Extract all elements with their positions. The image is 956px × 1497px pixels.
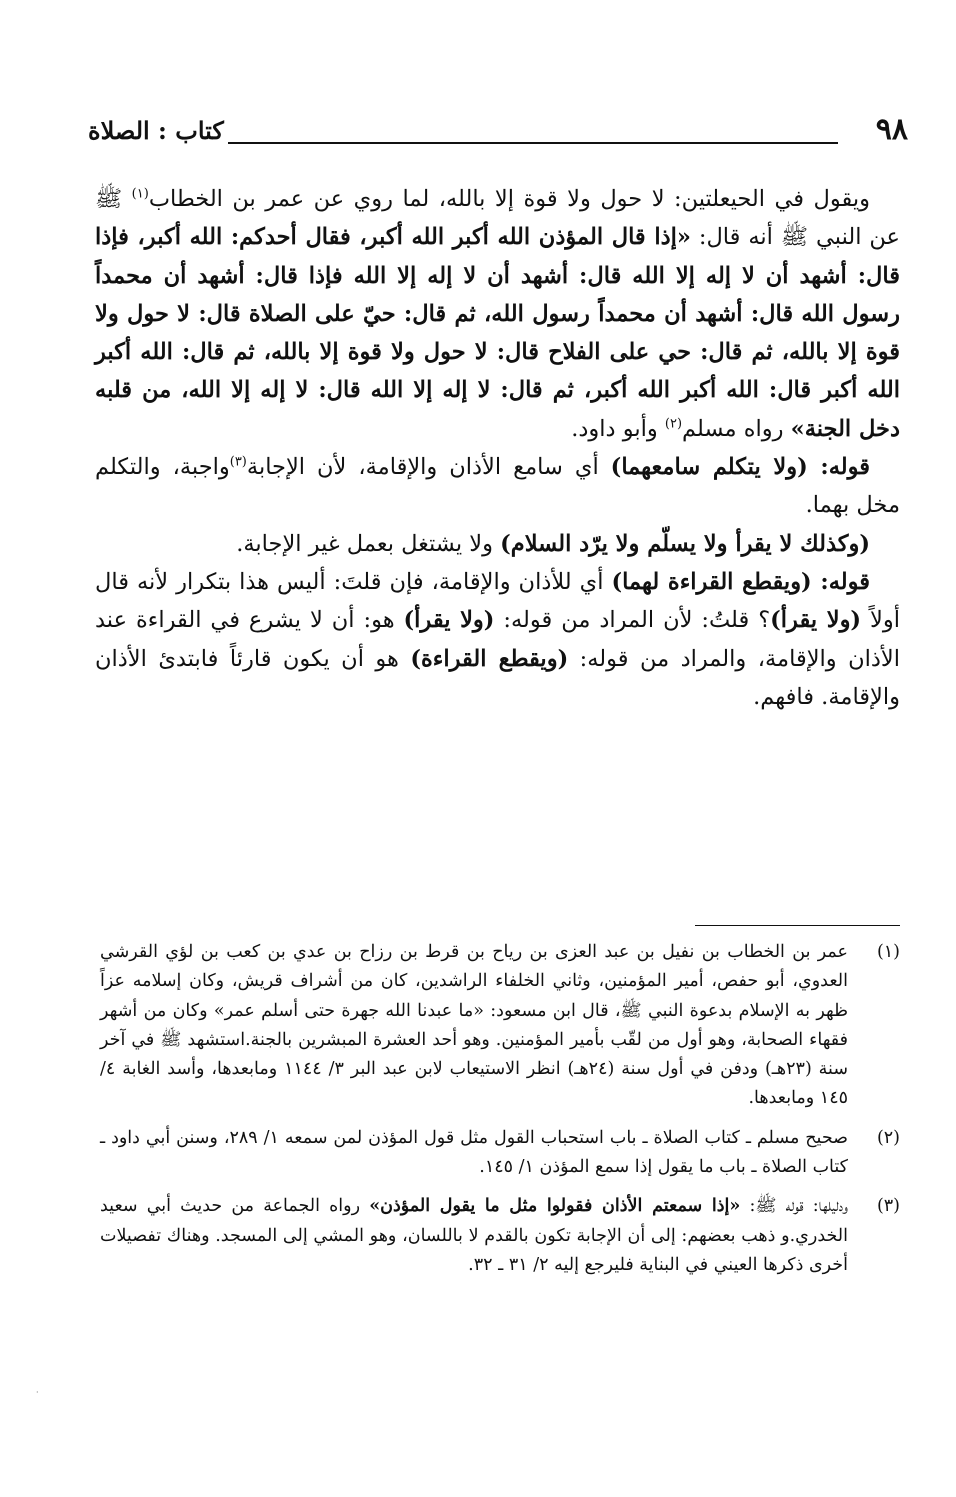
footnote-ref-2: (٢) [664,416,683,432]
text-run: رواه مسلم [682,415,791,442]
footnote-ref-1: (١) [131,186,149,202]
text-run: ﷺ عن النبي ﷺ أنه قال: [95,186,900,251]
footnote-text: صحيح مسلم ـ كتاب الصلاة ـ باب استحباب القول مثل قول المؤذن لمن سمعه ١/ ٢٨٩، وسنن أبي داود ـ كتاب الصلاة ـ باب ما يقول إذا سمع المؤذن ١/ ١٤٥. [100,1127,848,1178]
running-title: كتاب : الصلاة [88,116,224,145]
text-run: واجبة، والتكلم مخل بهما. [95,454,900,519]
footnote-1 [100,938,900,1114]
paragraph-hadith [95,180,900,448]
text-run: هو: أن لا يشرع في القراءة عند الأذان والإقامة، والمراد من قوله: [95,607,900,672]
header-rule [228,142,838,144]
paragraph-greeting [95,525,900,563]
text-run: وأبو داود. [571,415,665,442]
footnotes [100,938,900,1290]
matn-text: (ولا يقرأ) [403,607,495,634]
text-run: ؟ قلتُ: لأن المراد من قوله: [494,607,771,634]
matn-text: (وكذلك لا يقرأ ولا يسلّم ولا يرّد السلام) [500,530,870,557]
matn-text: (ولا يقرأ) [770,607,862,634]
text-run: ودليلها: قوله ﷺ: [740,1196,848,1217]
text-run: ويقول في الحيعلتين: لا حول ولا قوة إلا بالله، لما روي عن عمر بن الخطاب [148,186,870,212]
text-run: هو أن يكون قارئاً فابتدئ الأذان والإقامة. فافهم. [95,645,900,710]
matn-text: (ويقطع القراءة لهما) [611,568,821,595]
footnote-number: (٢) [876,1127,900,1148]
hadith-quote: «إذا سمعتم الأذان فقولوا مثل ما يقول المؤذن» [369,1196,741,1217]
matn-text: (ولا يتكلم سامعهما) [610,454,821,481]
footnote-separator [695,925,900,926]
page-number: ٩٨ [875,112,908,147]
hadith-quote: «إذا قال المؤذن الله أكبر الله أكبر، فقال أحدكم: الله أكبر، فإذا قال: أشهد أن لا إله إلا الله قال: أشهد أن لا إله إلا الله فإذا قال: أشهد أن محمداً رسول الله قال: أشهد أن محمداً رسول الله، ثم قال: حيّ على الصلاة قال: لا حول ولا قوة إلا بالله، ثم قال: حي على الفلاح قال: لا حول ولا قوة إلا بالله، ثم قال: الله أكبر الله أكبر قال: الله أكبر الله أكبر، ثم قال: لا إله إلا الله قال: لا إله إلا الله، من قلبه دخل الجنة» [95,224,900,442]
qawluh-label: قوله: [820,454,870,481]
page-header [88,112,908,152]
footnote-text: عمر بن الخطاب بن نفيل بن عبد العزى بن رياح بن قرط بن رزاح بن عدي بن كعب بن لؤي القرشي العدوي، أبو حفص، أمير المؤمنين، وثاني الخلفاء الراشدين، كان من أشراف قريش، وكان إسلامه عزاً ظهر به الإسلام بدعوة النبي ﷺ، قال ابن مسعود: «ما عبدنا الله جهرة حتى أسلم عمر» وكان من أشهر فقهاء الصحابة، وهو أول من لقّب بأمير المؤمنين. وهو أحد العشرة المبشرين بالجنة.استشهد ﷺ في آخر سنة (٢٣هـ) ودفن في أول سنة (٢٤هـ) انظر الاستيعاب لابن عبد البر ٣/ ١١٤٤ ومابعدها، وأسد الغابة ٤/ ١٤٥ ومابعدها. [100,942,849,1109]
paragraph-listener [95,448,900,525]
footnote-ref-3: (٣) [229,454,247,470]
scan-dot: · [36,1388,39,1397]
text-run: رواه الجماعة من حديث أبي سعيد الخدري.و ذهب بعضهم: إلى أن الإجابة تكون بالقدم لا باللسان، وهو المشي إلى المسجد. وهناك تفصيلات أخرى ذكرها العيني في البناية فليرجع إليه ٢/ ٣١ ـ ٣٢. [100,1196,848,1275]
matn-text: (ويقطع القراءة) [410,645,569,672]
footnote-3 [100,1192,900,1280]
main-text [95,180,900,716]
text-run: ولا يشتغل بعمل غير الإجابة. [236,530,501,557]
footnote-number: (٣) [876,1196,900,1217]
footnote-text [100,1196,848,1275]
qawluh-label: قوله: [820,568,870,595]
text-run: أي للأذان والإقامة، فإن قلتَ: أليس هذا بتكرار لأنه قال أولاً [95,568,900,634]
text-run: أي سامع الأذان والإقامة، لأن الإجابة [246,454,611,481]
paragraph-reading [95,563,900,716]
footnote-2 [100,1124,900,1183]
footnote-number: (١) [876,942,900,962]
